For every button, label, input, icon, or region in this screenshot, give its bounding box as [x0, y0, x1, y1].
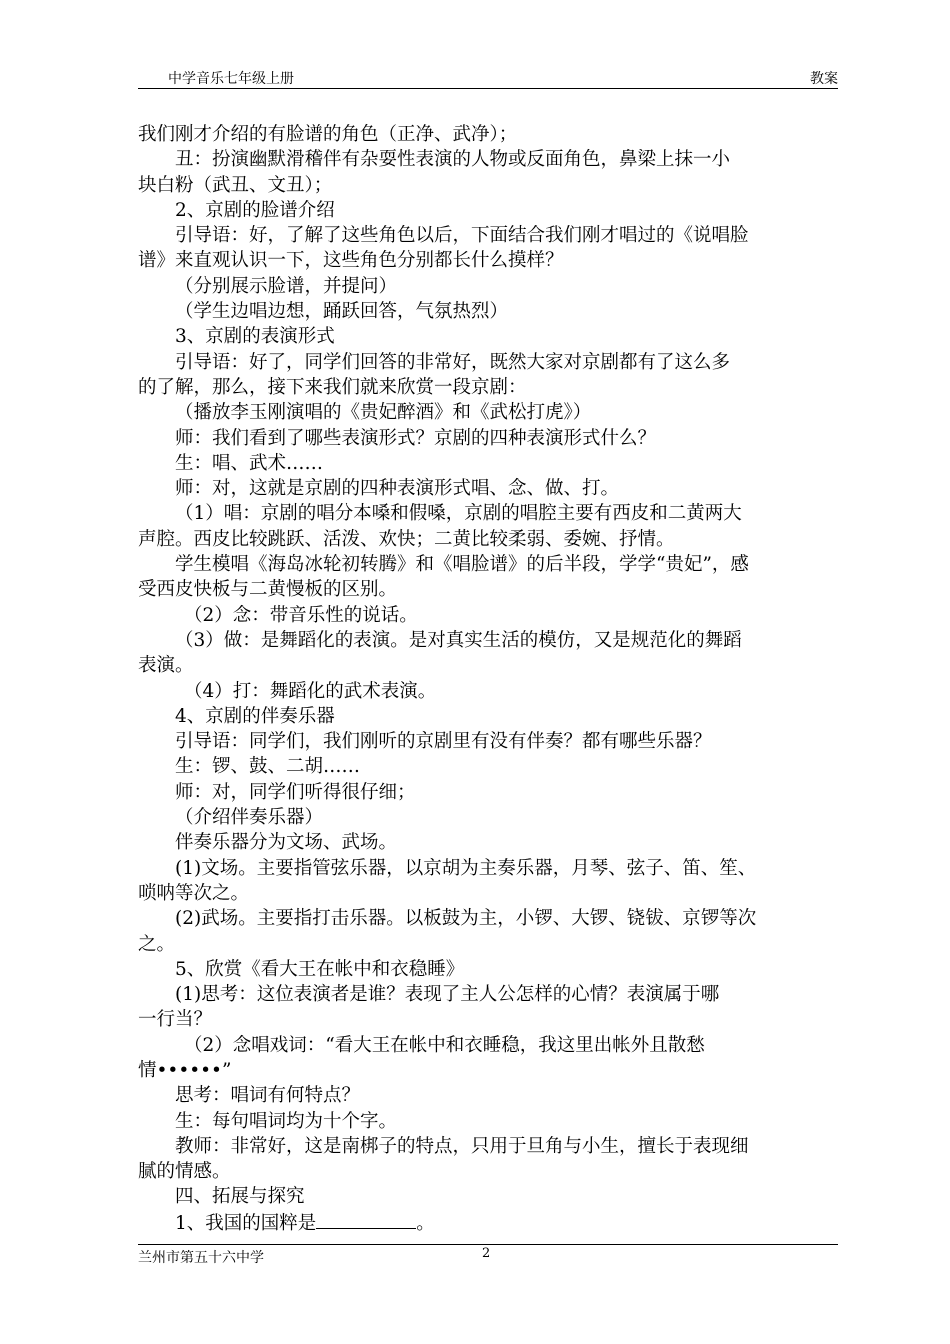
question-text: 1、我国的国粹是 — [175, 1212, 317, 1234]
text-line: 2、京剧的脸谱介绍 — [175, 199, 335, 221]
text-line: 伴奏乐器分为文场、武场。 — [175, 832, 398, 854]
text-line: (1)思考：这位表演者是谁？表现了主人公怎样的心情？表演属于哪 — [175, 984, 720, 1006]
text-line: （1）唱：京剧的唱分本嗓和假嗓，京剧的唱腔主要有西皮和二黄两大 — [175, 503, 742, 525]
text-line: 四、拓展与探究 — [175, 1186, 305, 1208]
text-line: 块白粉（武丑、文丑）； — [138, 174, 333, 196]
text-line: 师：对，这就是京剧的四种表演形式唱、念、做、打。 — [175, 478, 620, 500]
text-line: 引导语：好，了解了这些角色以后，下面结合我们刚才唱过的《说唱脸 — [175, 225, 749, 247]
document-body — [138, 122, 838, 1236]
answer-blank[interactable] — [316, 1210, 416, 1229]
header-title: 中学音乐七年级上册 — [168, 71, 294, 87]
fill-in-question — [138, 1210, 838, 1236]
text-line: （播放李玉刚演唱的《贵妃醉酒》和《武松打虎》） — [175, 402, 592, 424]
text-line: 情••••••” — [138, 1059, 232, 1081]
text-line: （介绍伴奏乐器） — [175, 807, 324, 829]
text-line: 生：每句唱词均为十个字。 — [175, 1110, 398, 1132]
text-line: （3）做：是舞蹈化的表演。是对真实生活的模仿，又是规范化的舞蹈 — [175, 629, 742, 651]
text-line: 引导语：好了，同学们回答的非常好，既然大家对京剧都有了这么多 — [175, 351, 731, 373]
text-line: （2）念：带音乐性的说话。 — [184, 604, 418, 626]
text-line: （4）打：舞蹈化的武术表演。 — [184, 680, 437, 702]
text-line: （2）念唱戏词：“看大王在帐中和衣睡稳，我这里出帐外且散愁 — [184, 1034, 705, 1056]
text-line: 之。 — [138, 933, 176, 955]
page-header — [138, 66, 838, 89]
page-number: 2 — [482, 1246, 491, 1261]
text-line: 谱》来直观认识一下，这些角色分别都长什么摸样？ — [138, 250, 564, 272]
text-line: 4、京剧的伴奏乐器 — [175, 705, 335, 727]
text-line: 思考：唱词有何特点？ — [175, 1085, 361, 1107]
text-line: 我们刚才介绍的有脸谱的角色（正净、武净）； — [138, 124, 518, 145]
text-line: 受西皮快板与二黄慢板的区别。 — [138, 579, 398, 601]
text-line: 的了解，那么，接下来我们就来欣赏一段京剧： — [138, 376, 527, 398]
text-line: 5、欣赏《看大王在帐中和衣稳睡》 — [175, 958, 465, 980]
text-line: (2)武场。主要指打击乐器。以板鼓为主，小锣、大锣、铙钹、京锣等次 — [175, 908, 757, 930]
question-suffix: 。 — [416, 1212, 435, 1234]
text-line: 一行当？ — [138, 1009, 213, 1031]
text-line: 教师：非常好，这是南梆子的特点，只用于旦角与小生，擅长于表现细 — [175, 1135, 749, 1157]
header-doc-type: 教案 — [810, 71, 838, 87]
text-line: 生：锣、鼓、二胡…… — [175, 756, 361, 778]
text-line: （学生边唱边想，踊跃回答，气氛热烈） — [175, 301, 509, 323]
text-line: 唢呐等次之。 — [138, 882, 250, 904]
text-line: 声腔。西皮比较跳跃、活泼、欢快；二黄比较柔弱、委婉、抒情。 — [138, 528, 675, 550]
text-line: 3、京剧的表演形式 — [175, 326, 335, 348]
text-line: 生：唱、武术…… — [175, 452, 324, 474]
footer-school: 兰州市第五十六中学 — [138, 1250, 264, 1266]
text-line: 师：我们看到了哪些表演形式？京剧的四种表演形式什么？ — [175, 427, 657, 449]
text-line: 引导语：同学们，我们刚听的京剧里有没有伴奏？都有哪些乐器？ — [175, 731, 712, 753]
paragraph-lines — [138, 122, 838, 1210]
page-footer — [138, 1244, 838, 1266]
text-line: （分别展示脸谱，并提问） — [175, 275, 398, 297]
text-line: (1)文场。主要指管弦乐器，以京胡为主奏乐器，月琴、弦子、笛、笙、 — [175, 857, 757, 879]
text-line: 腻的情感。 — [138, 1161, 231, 1183]
text-line: 学生模唱《海岛冰轮初转腾》和《唱脸谱》的后半段，学学“贵妃”，感 — [175, 554, 749, 576]
text-line: 表演。 — [138, 655, 194, 677]
text-line: 师：对，同学们听得很仔细； — [175, 781, 416, 803]
text-line: 丑：扮演幽默滑稽伴有杂耍性表演的人物或反面角色，鼻梁上抹一小 — [175, 149, 731, 171]
